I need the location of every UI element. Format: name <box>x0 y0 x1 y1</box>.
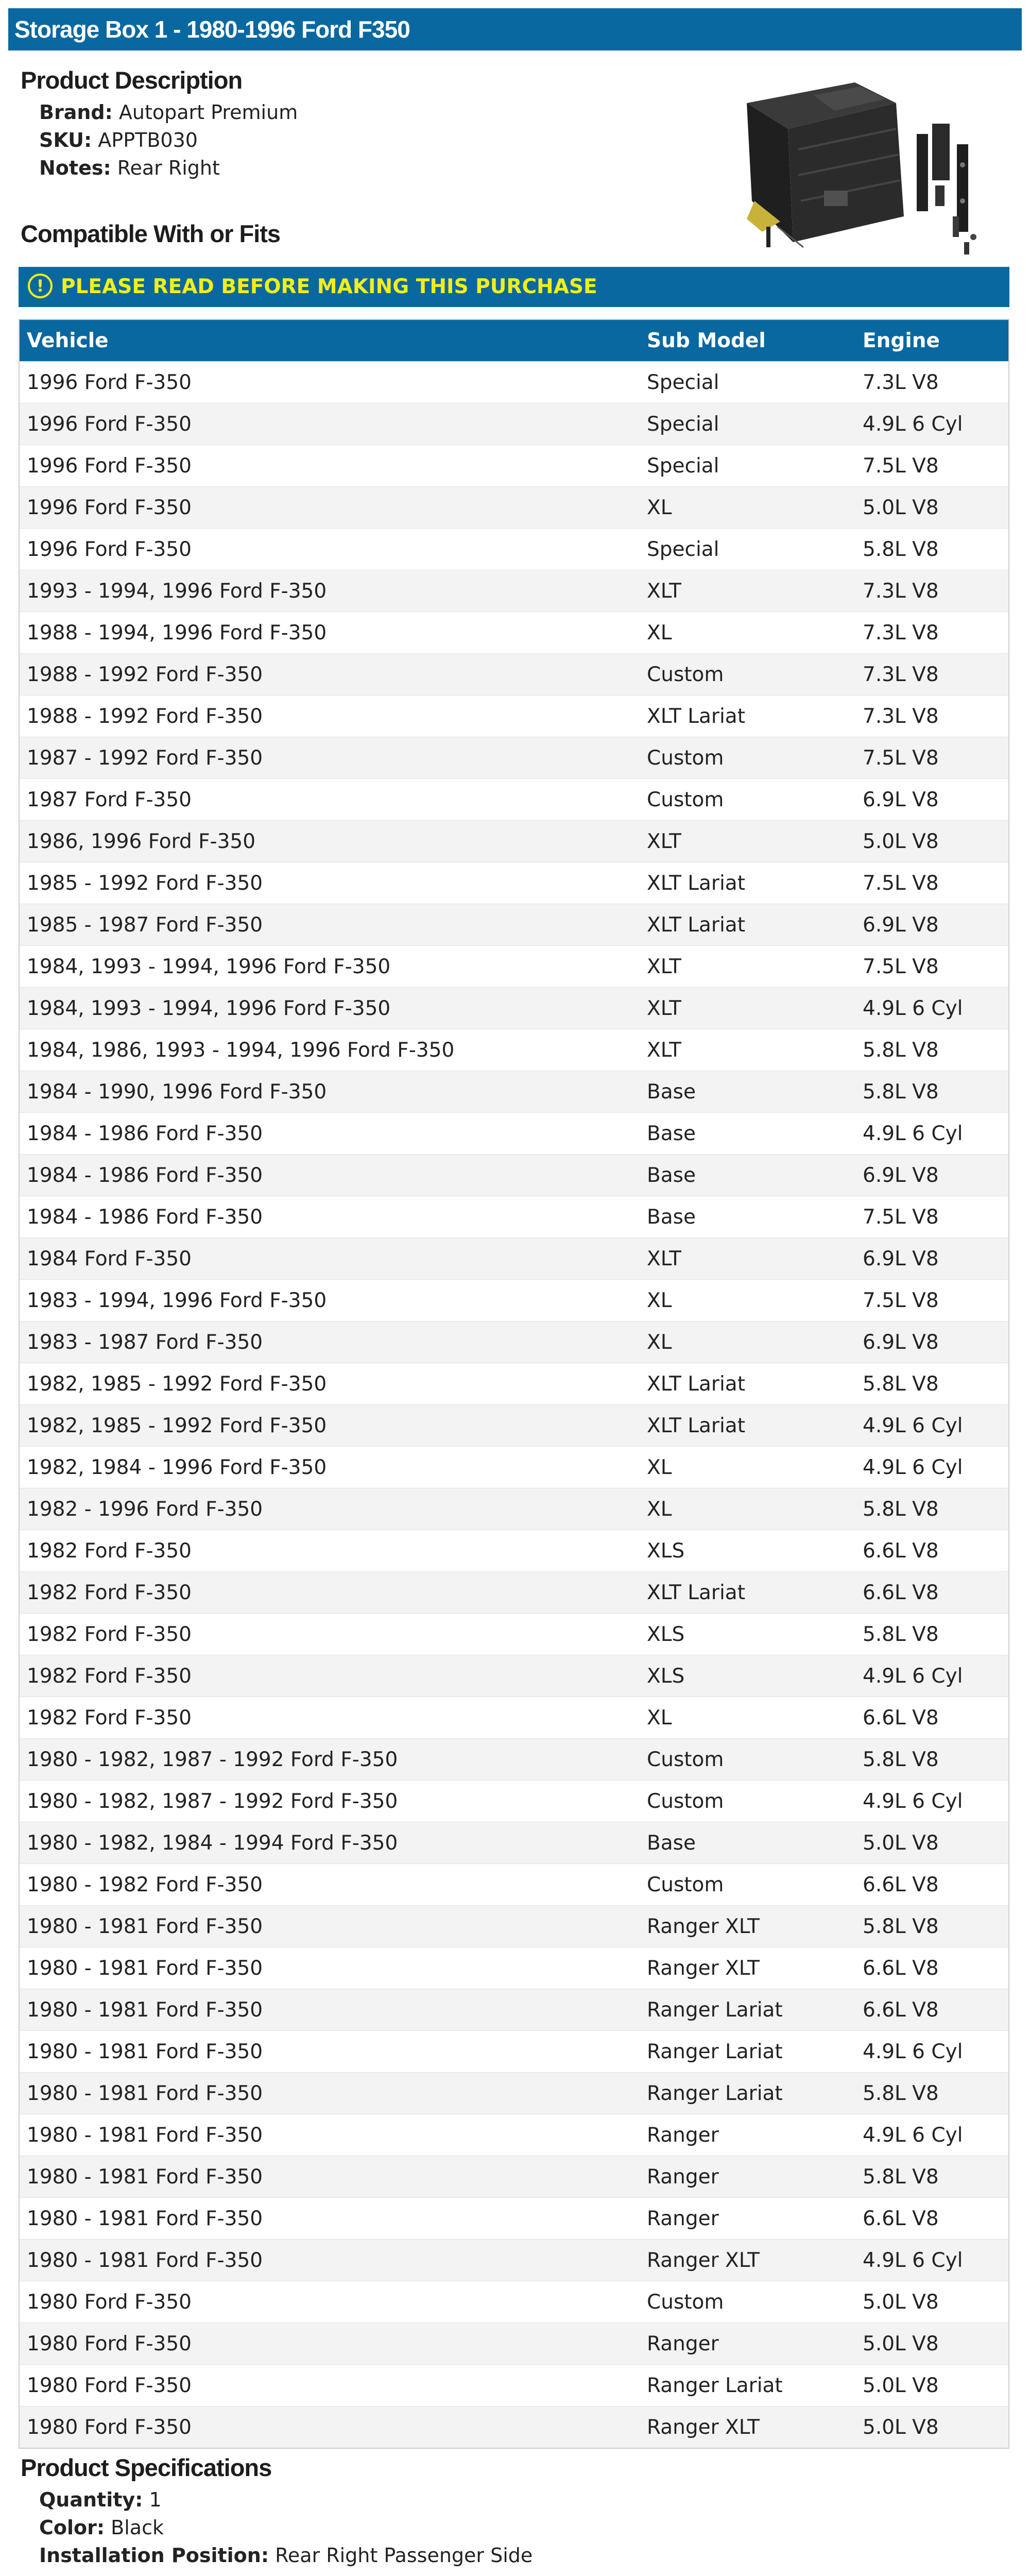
table-row <box>19 1989 1009 2031</box>
notes-label: Notes: <box>39 157 111 179</box>
sub-model-cell: XL <box>640 1488 855 1530</box>
sub-model-cell: XLT <box>640 988 855 1029</box>
engine-cell: 4.9L 6 Cyl <box>855 403 1009 445</box>
vehicle-cell: 1982, 1985 - 1992 Ford F-350 <box>19 1363 640 1405</box>
sub-model-cell: Ranger <box>640 2198 855 2240</box>
engine-cell: 6.6L V8 <box>855 1989 1009 2031</box>
table-row <box>19 1321 1009 1363</box>
sub-model-cell: Ranger Lariat <box>640 2365 855 2406</box>
vehicle-cell: 1982 Ford F-350 <box>19 1572 640 1614</box>
engine-cell: 4.9L 6 Cyl <box>855 1405 1009 1447</box>
table-row <box>19 570 1009 612</box>
engine-cell: 5.0L V8 <box>855 2365 1009 2406</box>
engine-cell: 5.0L V8 <box>855 2281 1009 2323</box>
exclamation-circle-icon: ! <box>28 274 53 298</box>
table-row <box>19 1947 1009 1989</box>
sub-model-cell: Custom <box>640 2281 855 2323</box>
vehicle-cell: 1982 Ford F-350 <box>19 1614 640 1655</box>
table-row <box>19 1530 1009 1572</box>
fitment-table-body <box>19 362 1009 2449</box>
engine-cell: 5.8L V8 <box>855 1906 1009 1947</box>
vehicle-cell: 1980 - 1981 Ford F-350 <box>19 1989 640 2031</box>
compatible-heading: Compatible With or Fits <box>21 220 281 247</box>
engine-cell: 4.9L 6 Cyl <box>855 2031 1009 2073</box>
engine-cell: 6.9L V8 <box>855 779 1009 821</box>
vehicle-cell: 1996 Ford F-350 <box>19 445 640 487</box>
installation-position-line <box>39 2544 533 2567</box>
purchase-notice-text: PLEASE READ BEFORE MAKING THIS PURCHASE <box>61 275 597 298</box>
table-row <box>19 529 1009 570</box>
table-row <box>19 403 1009 445</box>
table-row <box>19 988 1009 1029</box>
table-row <box>19 1614 1009 1655</box>
engine-cell: 6.9L V8 <box>855 1155 1009 1196</box>
sub-model-cell: XL <box>640 1447 855 1488</box>
vehicle-cell: 1982 Ford F-350 <box>19 1697 640 1739</box>
engine-cell: 6.9L V8 <box>855 1321 1009 1363</box>
sub-model-cell: Ranger XLT <box>640 2406 855 2449</box>
sub-model-cell: XL <box>640 612 855 654</box>
table-row <box>19 2240 1009 2281</box>
quantity-label: Quantity: <box>39 2488 143 2511</box>
vehicle-cell: 1984 Ford F-350 <box>19 1238 640 1280</box>
engine-cell: 5.8L V8 <box>855 1071 1009 1113</box>
sub-model-cell: Custom <box>640 1781 855 1822</box>
sub-model-cell: Ranger XLT <box>640 1906 855 1947</box>
table-row <box>19 1739 1009 1781</box>
engine-cell: 4.9L 6 Cyl <box>855 1781 1009 1822</box>
table-row <box>19 2031 1009 2073</box>
table-row <box>19 1781 1009 1822</box>
vehicle-cell: 1982 - 1996 Ford F-350 <box>19 1488 640 1530</box>
vehicle-cell: 1983 - 1987 Ford F-350 <box>19 1321 640 1363</box>
installation-position-value: Rear Right Passenger Side <box>275 2544 533 2567</box>
table-row <box>19 696 1009 737</box>
sub-model-cell: Custom <box>640 1864 855 1906</box>
brand-line <box>39 101 298 124</box>
table-row <box>19 2156 1009 2198</box>
table-row <box>19 1238 1009 1280</box>
table-row <box>19 2198 1009 2240</box>
engine-cell: 4.9L 6 Cyl <box>855 988 1009 1029</box>
engine-cell: 4.9L 6 Cyl <box>855 1655 1009 1697</box>
vehicle-cell: 1984 - 1986 Ford F-350 <box>19 1113 640 1155</box>
sub-model-cell: Special <box>640 529 855 570</box>
vehicle-cell: 1980 - 1982, 1987 - 1992 Ford F-350 <box>19 1781 640 1822</box>
table-row <box>19 487 1009 529</box>
column-header-vehicle: Vehicle <box>19 319 640 362</box>
engine-cell: 5.8L V8 <box>855 1614 1009 1655</box>
sub-model-cell: XLT <box>640 570 855 612</box>
engine-cell: 6.6L V8 <box>855 1864 1009 1906</box>
sub-model-cell: XLT Lariat <box>640 862 855 904</box>
engine-cell: 5.8L V8 <box>855 1363 1009 1405</box>
sub-model-cell: Ranger XLT <box>640 2240 855 2281</box>
color-label: Color: <box>39 2516 105 2539</box>
vehicle-cell: 1993 - 1994, 1996 Ford F-350 <box>19 570 640 612</box>
engine-cell: 7.3L V8 <box>855 362 1009 403</box>
table-row <box>19 862 1009 904</box>
sub-model-cell: XLT <box>640 1238 855 1280</box>
vehicle-cell: 1982 Ford F-350 <box>19 1655 640 1697</box>
vehicle-cell: 1984 - 1986 Ford F-350 <box>19 1155 640 1196</box>
installation-position-label: Installation Position: <box>39 2544 269 2567</box>
sub-model-cell: Base <box>640 1113 855 1155</box>
sub-model-cell: XLT <box>640 1029 855 1071</box>
table-row <box>19 612 1009 654</box>
color-value: Black <box>111 2516 164 2539</box>
table-row <box>19 2406 1009 2449</box>
sub-model-cell: XL <box>640 487 855 529</box>
vehicle-cell: 1988 - 1994, 1996 Ford F-350 <box>19 612 640 654</box>
vehicle-cell: 1996 Ford F-350 <box>19 529 640 570</box>
vehicle-cell: 1988 - 1992 Ford F-350 <box>19 696 640 737</box>
sub-model-cell: XLS <box>640 1614 855 1655</box>
vehicle-cell: 1983 - 1994, 1996 Ford F-350 <box>19 1280 640 1321</box>
table-row <box>19 1405 1009 1447</box>
table-row <box>19 1488 1009 1530</box>
sub-model-cell: XLT <box>640 946 855 988</box>
table-row <box>19 654 1009 696</box>
notes-value: Rear Right <box>117 157 220 179</box>
sub-model-cell: Special <box>640 445 855 487</box>
vehicle-cell: 1982, 1985 - 1992 Ford F-350 <box>19 1405 640 1447</box>
vehicle-cell: 1985 - 1992 Ford F-350 <box>19 862 640 904</box>
table-row <box>19 1113 1009 1155</box>
sub-model-cell: Base <box>640 1822 855 1864</box>
vehicle-cell: 1980 Ford F-350 <box>19 2281 640 2323</box>
table-row <box>19 904 1009 946</box>
sku-label: SKU: <box>39 129 92 151</box>
table-row <box>19 1363 1009 1405</box>
engine-cell: 6.6L V8 <box>855 1530 1009 1572</box>
engine-cell: 5.8L V8 <box>855 1029 1009 1071</box>
engine-cell: 4.9L 6 Cyl <box>855 2114 1009 2156</box>
engine-cell: 4.9L 6 Cyl <box>855 1447 1009 1488</box>
column-header-sub-model: Sub Model <box>640 319 855 362</box>
vehicle-cell: 1987 - 1992 Ford F-350 <box>19 737 640 779</box>
sub-model-cell: XLT <box>640 821 855 862</box>
engine-cell: 5.0L V8 <box>855 821 1009 862</box>
sub-model-cell: Base <box>640 1196 855 1238</box>
engine-cell: 7.5L V8 <box>855 1196 1009 1238</box>
table-row <box>19 2365 1009 2406</box>
vehicle-cell: 1984, 1993 - 1994, 1996 Ford F-350 <box>19 946 640 988</box>
vehicle-cell: 1996 Ford F-350 <box>19 403 640 445</box>
sub-model-cell: Custom <box>640 737 855 779</box>
brand-label: Brand: <box>39 101 113 124</box>
engine-cell: 7.3L V8 <box>855 570 1009 612</box>
quantity-line <box>39 2488 162 2511</box>
vehicle-cell: 1980 - 1981 Ford F-350 <box>19 2240 640 2281</box>
sub-model-cell: Custom <box>640 654 855 696</box>
vehicle-cell: 1980 - 1981 Ford F-350 <box>19 2114 640 2156</box>
engine-cell: 7.5L V8 <box>855 445 1009 487</box>
engine-cell: 6.6L V8 <box>855 1947 1009 1989</box>
engine-cell: 6.9L V8 <box>855 1238 1009 1280</box>
sub-model-cell: Custom <box>640 1739 855 1781</box>
vehicle-cell: 1980 Ford F-350 <box>19 2365 640 2406</box>
table-row <box>19 445 1009 487</box>
quantity-value: 1 <box>149 2488 162 2511</box>
engine-cell: 5.0L V8 <box>855 2406 1009 2449</box>
table-header-row <box>19 319 1009 362</box>
sub-model-cell: Ranger XLT <box>640 1947 855 1989</box>
engine-cell: 7.5L V8 <box>855 1280 1009 1321</box>
engine-cell: 5.8L V8 <box>855 529 1009 570</box>
engine-cell: 5.8L V8 <box>855 1739 1009 1781</box>
sub-model-cell: Base <box>640 1155 855 1196</box>
table-row <box>19 1697 1009 1739</box>
vehicle-cell: 1980 - 1981 Ford F-350 <box>19 1906 640 1947</box>
vehicle-cell: 1980 Ford F-350 <box>19 2323 640 2365</box>
table-row <box>19 1447 1009 1488</box>
vehicle-cell: 1996 Ford F-350 <box>19 362 640 403</box>
engine-cell: 7.3L V8 <box>855 654 1009 696</box>
vehicle-cell: 1988 - 1992 Ford F-350 <box>19 654 640 696</box>
engine-cell: 6.6L V8 <box>855 1697 1009 1739</box>
table-row <box>19 946 1009 988</box>
vehicle-cell: 1980 - 1982, 1987 - 1992 Ford F-350 <box>19 1739 640 1781</box>
purchase-notice-banner <box>19 267 1009 307</box>
table-row <box>19 1071 1009 1113</box>
product-description-heading: Product Description <box>21 66 243 94</box>
notes-line <box>39 157 220 179</box>
table-row <box>19 2073 1009 2114</box>
table-row <box>19 1655 1009 1697</box>
fitment-table <box>19 319 1009 2449</box>
table-row <box>19 737 1009 779</box>
engine-cell: 5.8L V8 <box>855 2073 1009 2114</box>
sub-model-cell: XLT Lariat <box>640 1405 855 1447</box>
table-row <box>19 821 1009 862</box>
table-row <box>19 1280 1009 1321</box>
sub-model-cell: Ranger <box>640 2156 855 2198</box>
sub-model-cell: XLT Lariat <box>640 904 855 946</box>
column-header-engine: Engine <box>855 319 1009 362</box>
engine-cell: 7.5L V8 <box>855 946 1009 988</box>
engine-cell: 5.8L V8 <box>855 1488 1009 1530</box>
vehicle-cell: 1984, 1993 - 1994, 1996 Ford F-350 <box>19 988 640 1029</box>
table-row <box>19 1822 1009 1864</box>
table-row <box>19 1196 1009 1238</box>
engine-cell: 7.3L V8 <box>855 696 1009 737</box>
engine-cell: 5.8L V8 <box>855 2156 1009 2198</box>
sub-model-cell: Ranger Lariat <box>640 2031 855 2073</box>
engine-cell: 4.9L 6 Cyl <box>855 1113 1009 1155</box>
brand-value: Autopart Premium <box>118 101 298 124</box>
sub-model-cell: XLT Lariat <box>640 696 855 737</box>
vehicle-cell: 1980 Ford F-350 <box>19 2406 640 2449</box>
sub-model-cell: Custom <box>640 779 855 821</box>
vehicle-cell: 1980 - 1982, 1984 - 1994 Ford F-350 <box>19 1822 640 1864</box>
table-row <box>19 1155 1009 1196</box>
engine-cell: 6.6L V8 <box>855 1572 1009 1614</box>
vehicle-cell: 1980 - 1981 Ford F-350 <box>19 1947 640 1989</box>
engine-cell: 5.0L V8 <box>855 2323 1009 2365</box>
sub-model-cell: XL <box>640 1321 855 1363</box>
sub-model-cell: Special <box>640 362 855 403</box>
engine-cell: 7.3L V8 <box>855 612 1009 654</box>
sub-model-cell: XLS <box>640 1530 855 1572</box>
sub-model-cell: Base <box>640 1071 855 1113</box>
table-row <box>19 1572 1009 1614</box>
sub-model-cell: Ranger <box>640 2323 855 2365</box>
color-line <box>39 2516 164 2539</box>
sku-value: APPTB030 <box>98 129 198 151</box>
vehicle-cell: 1984 - 1990, 1996 Ford F-350 <box>19 1071 640 1113</box>
engine-cell: 5.0L V8 <box>855 487 1009 529</box>
page-title: Storage Box 1 - 1980-1996 Ford F350 <box>8 8 1022 50</box>
vehicle-cell: 1984, 1986, 1993 - 1994, 1996 Ford F-350 <box>19 1029 640 1071</box>
vehicle-cell: 1980 - 1981 Ford F-350 <box>19 2031 640 2073</box>
sub-model-cell: XLT Lariat <box>640 1363 855 1405</box>
table-row <box>19 1029 1009 1071</box>
vehicle-cell: 1980 - 1982 Ford F-350 <box>19 1864 640 1906</box>
engine-cell: 6.9L V8 <box>855 904 1009 946</box>
engine-cell: 6.6L V8 <box>855 2198 1009 2240</box>
engine-cell: 4.9L 6 Cyl <box>855 2240 1009 2281</box>
product-specifications-heading: Product Specifications <box>21 2454 272 2481</box>
sub-model-cell: Ranger Lariat <box>640 1989 855 2031</box>
table-row <box>19 2114 1009 2156</box>
storage-box-product-image <box>731 72 989 263</box>
sub-model-cell: XL <box>640 1280 855 1321</box>
vehicle-cell: 1984 - 1986 Ford F-350 <box>19 1196 640 1238</box>
table-row <box>19 2323 1009 2365</box>
vehicle-cell: 1987 Ford F-350 <box>19 779 640 821</box>
vehicle-cell: 1985 - 1987 Ford F-350 <box>19 904 640 946</box>
vehicle-cell: 1982 Ford F-350 <box>19 1530 640 1572</box>
vehicle-cell: 1986, 1996 Ford F-350 <box>19 821 640 862</box>
table-row <box>19 362 1009 403</box>
table-row <box>19 779 1009 821</box>
sub-model-cell: Ranger <box>640 2114 855 2156</box>
sub-model-cell: Special <box>640 403 855 445</box>
engine-cell: 7.5L V8 <box>855 737 1009 779</box>
engine-cell: 7.5L V8 <box>855 862 1009 904</box>
vehicle-cell: 1980 - 1981 Ford F-350 <box>19 2198 640 2240</box>
sub-model-cell: XLT Lariat <box>640 1572 855 1614</box>
vehicle-cell: 1982, 1984 - 1996 Ford F-350 <box>19 1447 640 1488</box>
vehicle-cell: 1980 - 1981 Ford F-350 <box>19 2073 640 2114</box>
table-row <box>19 1906 1009 1947</box>
sub-model-cell: XLS <box>640 1655 855 1697</box>
vehicle-cell: 1980 - 1981 Ford F-350 <box>19 2156 640 2198</box>
engine-cell: 5.0L V8 <box>855 1822 1009 1864</box>
table-row <box>19 1864 1009 1906</box>
table-row <box>19 2281 1009 2323</box>
sub-model-cell: XL <box>640 1697 855 1739</box>
sub-model-cell: Ranger Lariat <box>640 2073 855 2114</box>
sku-line <box>39 129 198 151</box>
vehicle-cell: 1996 Ford F-350 <box>19 487 640 529</box>
